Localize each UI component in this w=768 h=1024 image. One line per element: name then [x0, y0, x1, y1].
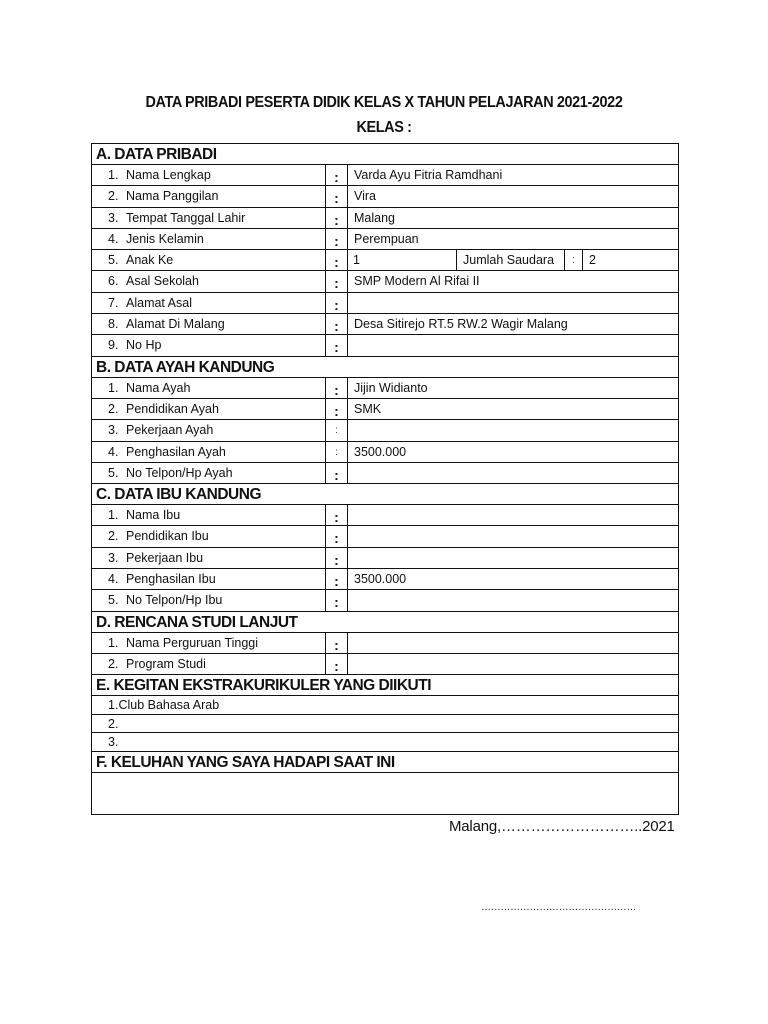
extracurricular-item[interactable] [92, 715, 678, 734]
row-number: 1. [108, 508, 119, 523]
signature-line: ………………………………………… [481, 902, 637, 913]
row-number: 1. [108, 168, 119, 182]
keluhan-text-area[interactable] [92, 773, 678, 815]
colon-separator: : [325, 548, 348, 568]
field-label: Pendidikan Ayah [126, 401, 219, 416]
field-label: Asal Sekolah [126, 274, 199, 289]
nama-lengkap-field[interactable]: Varda Ayu Fitria Ramdhani [354, 168, 503, 182]
colon-separator: : [565, 250, 583, 270]
section-heading-data-pribadi: A. DATA PRIBADI [92, 144, 678, 165]
row-number: 2. [108, 189, 119, 204]
row-number: 5. [108, 593, 119, 608]
tempat-tanggal-lahir-field[interactable]: Malang [354, 210, 395, 225]
field-label: Jenis Kelamin [126, 231, 204, 246]
field-label: Pendidikan Ibu [126, 529, 209, 544]
form-row-anak-ke [92, 250, 678, 271]
field-label: Alamat Asal [126, 295, 193, 310]
jumlah-saudara-label: Jumlah Saudara [463, 253, 555, 268]
nama-ayah-field[interactable]: Jijin Widianto [354, 380, 428, 395]
row-number: 8. [108, 317, 119, 332]
colon-separator: : [325, 442, 348, 462]
colon-separator: : [325, 526, 348, 546]
form-row-jenis-kelamin [92, 229, 678, 250]
form-row-pendidikan-ayah [92, 399, 678, 420]
colon-separator: : [325, 420, 348, 440]
colon-separator: : [325, 271, 348, 291]
field-label: Nama Panggilan [126, 189, 219, 204]
alamat-di-malang-field[interactable]: Desa Sitirejo RT.5 RW.2 Wagir Malang [354, 317, 568, 332]
form-row-pendidikan-ibu [92, 526, 678, 547]
field-label: No Telpon/Hp Ibu [126, 593, 223, 608]
colon-separator: : [325, 208, 348, 228]
student-data-form [91, 143, 679, 815]
field-label: Pekerjaan Ibu [126, 550, 204, 565]
jenis-kelamin-field[interactable]: Perempuan [354, 231, 419, 246]
form-row-alamat-asal [92, 293, 678, 314]
form-row-pekerjaan-ayah [92, 420, 678, 441]
field-label: Tempat Tanggal Lahir [126, 210, 246, 225]
form-row-no-telpon-ibu [92, 590, 678, 611]
colon-separator: : [325, 293, 348, 313]
colon-separator: : [325, 335, 348, 355]
colon-separator: : [325, 165, 348, 185]
colon-separator: : [325, 186, 348, 206]
colon-separator: : [325, 250, 348, 270]
form-row-nama-ibu [92, 505, 678, 526]
row-number: 7. [108, 295, 119, 310]
colon-separator: : [325, 569, 348, 589]
form-row-nama-ayah [92, 378, 678, 399]
nama-panggilan-field[interactable]: Vira [354, 189, 377, 204]
row-number: 6. [108, 274, 119, 289]
form-row-tempat-tanggal-lahir [92, 208, 678, 229]
field-label: Nama Lengkap [126, 168, 211, 182]
field-label: Program Studi [126, 656, 206, 671]
field-label: No Hp [126, 338, 162, 353]
form-row-no-hp [92, 335, 678, 356]
row-number: 1. [108, 698, 119, 713]
extracurricular-item[interactable] [92, 733, 678, 752]
row-number: 4. [108, 444, 119, 459]
row-number: 9. [108, 338, 119, 353]
colon-separator: : [325, 654, 348, 674]
colon-separator: : [325, 505, 348, 525]
field-label: Nama Ibu [126, 508, 181, 523]
form-row-penghasilan-ayah [92, 442, 678, 463]
extracurricular-name: Club Bahasa Arab [118, 698, 220, 713]
form-row-penghasilan-ibu [92, 569, 678, 590]
field-label: Nama Ayah [126, 380, 191, 395]
penghasilan-ayah-field[interactable]: 3500.000 [354, 444, 407, 459]
pendidikan-ayah-field[interactable]: SMK [354, 401, 382, 416]
colon-separator: : [325, 399, 348, 419]
row-number: 2. [108, 401, 119, 416]
row-number: 5. [108, 253, 119, 268]
row-number: 5. [108, 465, 119, 480]
field-label: Penghasilan Ibu [126, 572, 216, 587]
form-row-nama-lengkap [92, 165, 678, 186]
field-label: Anak Ke [126, 253, 174, 268]
row-number: 1. [108, 635, 119, 650]
asal-sekolah-field[interactable]: SMP Modern Al Rifai II [354, 274, 480, 289]
colon-separator: : [325, 590, 348, 610]
section-heading-keluhan: F. KELUHAN YANG SAYA HADAPI SAAT INI [92, 752, 678, 773]
form-row-alamat-di-malang [92, 314, 678, 335]
field-label: Pekerjaan Ayah [126, 423, 214, 438]
section-heading-ekstrakurikuler: E. KEGITAN EKSTRAKURIKULER YANG DIIKUTI [92, 675, 678, 696]
document-title: DATA PRIBADI PESERTA DIDIK KELAS X TAHUN PELAJARAN 2021-2022 [145, 94, 623, 111]
anak-ke-field[interactable]: 1 [353, 253, 360, 268]
row-number: 2. [108, 529, 119, 544]
row-number: 3. [108, 550, 119, 565]
row-number: 2. [108, 656, 119, 671]
field-label: No Telpon/Hp Ayah [126, 465, 233, 480]
jumlah-saudara-field[interactable]: 2 [589, 253, 596, 268]
row-number: 3. [108, 423, 119, 438]
penghasilan-ibu-field[interactable]: 3500.000 [354, 572, 407, 587]
row-number: 4. [108, 572, 119, 587]
colon-separator: : [325, 463, 348, 483]
form-row-pekerjaan-ibu [92, 548, 678, 569]
row-number: 3. [108, 735, 119, 750]
place-date-line: Malang,………………………..2021 [449, 818, 675, 835]
form-row-program-studi [92, 654, 678, 675]
section-heading-data-ibu: C. DATA IBU KANDUNG [92, 484, 678, 505]
field-label: Nama Perguruan Tinggi [126, 635, 259, 650]
section-heading-data-ayah: B. DATA AYAH KANDUNG [92, 357, 678, 378]
field-label: Alamat Di Malang [126, 317, 225, 332]
row-number: 1. [108, 380, 119, 395]
row-number: 4. [108, 231, 119, 246]
class-label: KELAS : [356, 119, 412, 136]
colon-separator: : [325, 633, 348, 653]
colon-separator: : [325, 314, 348, 334]
form-row-nama-panggilan [92, 186, 678, 207]
colon-separator: : [325, 229, 348, 249]
form-row-no-telpon-ayah [92, 463, 678, 484]
row-number: 3. [108, 210, 119, 225]
form-row-asal-sekolah [92, 271, 678, 292]
colon-separator: : [325, 378, 348, 398]
form-row-nama-perguruan-tinggi [92, 633, 678, 654]
extracurricular-item[interactable] [92, 696, 678, 715]
field-label: Penghasilan Ayah [126, 444, 226, 459]
row-number: 2. [108, 716, 119, 731]
section-heading-rencana-studi: D. RENCANA STUDI LANJUT [92, 612, 678, 633]
